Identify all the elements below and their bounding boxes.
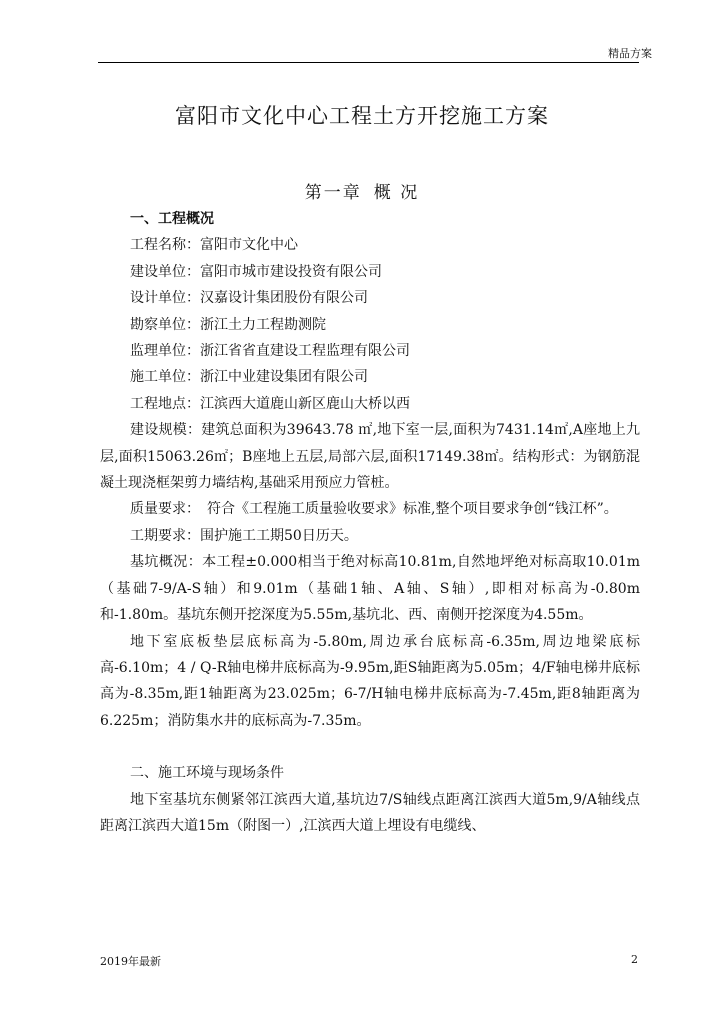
header-label: 精品方案 xyxy=(608,47,652,60)
paragraph-quality: 质量要求： 符合《工程施工质量验收要求》标准,整个项目要求争创“钱江杯”。 xyxy=(130,501,618,518)
chapter-name: 概 况 xyxy=(373,183,420,203)
page-number: 2 xyxy=(631,953,638,966)
paragraph-basement: 地下室底板垫层底标高为-5.80m,周边承台底标高-6.35m,周边地梁底标高-6.10m；4 / Q-R轴电梯井底标高为-9.95m,距S轴距离为5.05m；4/F轴电梯井底标高为-8.35m,距1轴距离为23.025m；6-7/H轴电梯井底标高为-7.45m,距8轴距离为6.225m；消防集水井的底标高为-7.35m。 xyxy=(100,633,640,729)
paragraph-schedule: 工期要求：围护施工工期50日历天。 xyxy=(130,527,358,544)
paragraph-pit: 基坑概况：本工程±0.000相当于绝对标高10.81m,自然地坪绝对标高取10.01m（基础7-9/A-S轴）和9.01m（基础1轴、A轴、S轴）,即相对标高为-0.80m和-1.80m。基坑东侧开挖深度为5.55m,基坑北、西、南侧开挖深度为4.55m。 xyxy=(100,554,640,624)
section-heading-environment: 二、施工环境与现场条件 xyxy=(130,765,284,782)
field-location: 工程地点：江滨西大道鹿山新区鹿山大桥以西 xyxy=(130,395,410,412)
field-supervisor: 监理单位：浙江省省直建设工程监理有限公司 xyxy=(130,343,410,360)
field-owner: 建设单位：富阳市城市建设投资有限公司 xyxy=(130,263,382,280)
document-body xyxy=(100,206,640,839)
chapter-number: 第一章 xyxy=(304,183,362,203)
paragraph-scale: 建设规模：建筑总面积为39643.78 ㎡,地下室一层,面积为7431.14㎡,A座地上九层,面积15063.26㎡；B座地上五层,局部六层,面积17149.38㎡。结构形式：为钢筋混凝土现浇框架剪力墙结构,基础采用预应力管桩。 xyxy=(100,422,640,492)
field-surveyor: 勘察单位：浙江土力工程勘测院 xyxy=(130,316,326,333)
section-heading-overview: 一、工程概况 xyxy=(130,211,214,227)
field-project-name: 工程名称：富阳市文化中心 xyxy=(130,237,298,254)
header-divider xyxy=(98,62,639,63)
footer-year: 2019年最新 xyxy=(100,955,161,968)
paragraph-environment: 地下室基坑东侧紧邻江滨西大道,基坑边7/S轴线点距离江滨西大道5m,9/A轴线点距离江滨西大道15m（附图一）,江滨西大道上埋设有电缆线、 xyxy=(100,791,640,834)
spacer xyxy=(100,734,640,760)
field-contractor: 施工单位：浙江中业建设集团有限公司 xyxy=(130,369,368,386)
field-designer: 设计单位：汉嘉设计集团股份有限公司 xyxy=(130,290,368,307)
chapter-heading xyxy=(0,178,724,203)
document-title: 富阳市文化中心工程土方开挖施工方案 xyxy=(175,104,549,128)
